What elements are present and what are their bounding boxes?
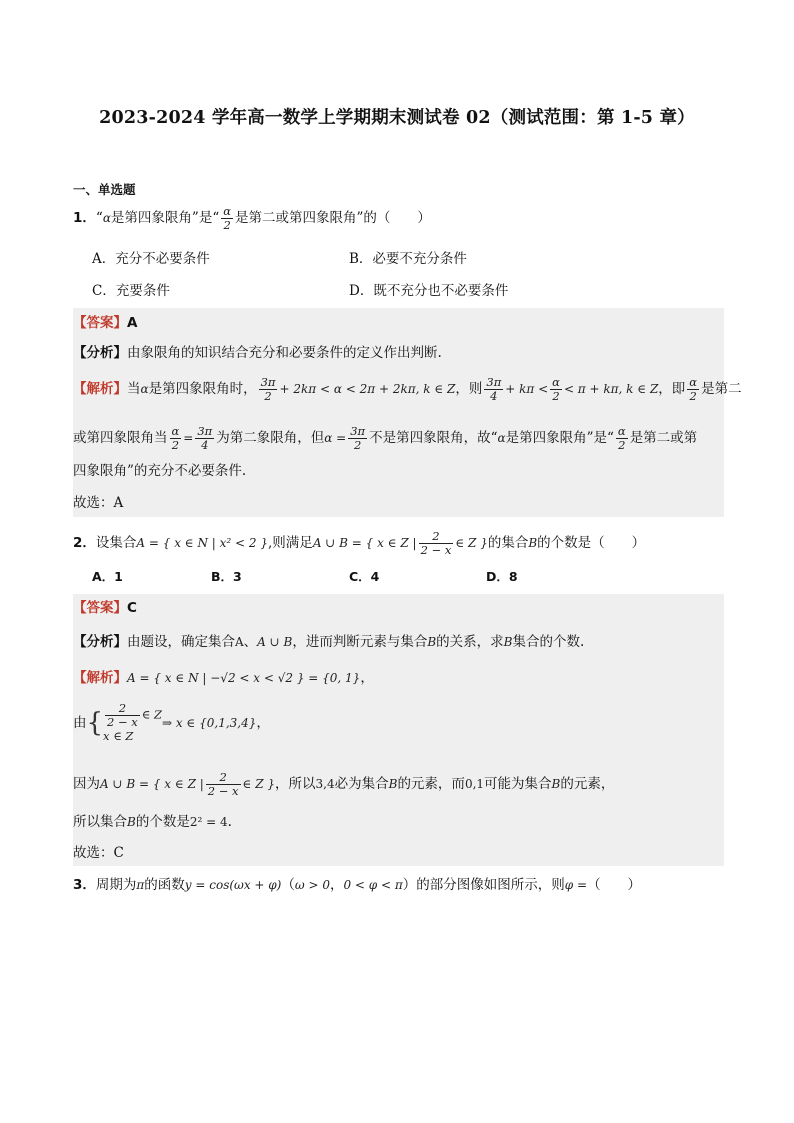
q1-answer-box xyxy=(73,308,724,517)
analysis-tag: 【分析】 xyxy=(73,634,127,650)
q2-number: 2． xyxy=(73,535,96,551)
q1-solution-line-3: 四象限角”的充分不必要条件. xyxy=(73,463,247,479)
q2-solution-line-4: 所以集合B的个数是2² = 4. xyxy=(73,814,232,830)
q2-solution-line-3: 因为A ∪ B = { x ∈ Z | $\frac{2}{2 - x}$ ∈ Z }，所以3,4必为集合B的元素，而0,1可能为集合B的元素， xyxy=(73,770,615,798)
solution-tag: 【解析】 xyxy=(73,381,127,397)
answer-tag: 【答案】 xyxy=(73,315,127,331)
q3-number: 3． xyxy=(73,877,96,893)
q1-stem: 1．“α是第四象限角”是“ $\frac{\alpha}{2}$ 是第二或第四象限角”的（ ） xyxy=(73,204,431,232)
q2-option-c[interactable]: C．4 xyxy=(349,569,380,584)
q2-solution-line-1: 【解析】A = { x ∈ N | −√2 < x < √2 } = {0, 1}， xyxy=(73,670,374,686)
page-title: 2023-2024 学年高一数学上学期期末测试卷 02（测试范围：第 1-5 章） xyxy=(99,108,695,128)
answer-tag: 【答案】 xyxy=(73,600,127,616)
q1-solution-line-1: 【解析】当α是第四象限角时， $\frac{3\pi}{2}$ + 2kπ < α < 2π + 2kπ, k ∈ Z，则 $\frac{3\pi}{4}$ + kπ < $\frac{\alpha}{2}$ < π + kπ, k ∈ Z，即 $\frac{\alpha}{2}$ 是第二 xyxy=(73,375,742,403)
q1-analysis: 【分析】由象限角的知识结合充分和必要条件的定义作出判断. xyxy=(73,345,442,361)
section-heading: 一、单选题 xyxy=(73,182,136,197)
q1-choice: 故选：A xyxy=(73,495,124,511)
q1-number: 1． xyxy=(73,210,96,226)
q2-option-b[interactable]: B．3 xyxy=(211,569,242,584)
q2-choice: 故选：C xyxy=(73,845,124,861)
q1-option-b[interactable]: B．必要不充分条件 xyxy=(349,251,467,267)
analysis-tag: 【分析】 xyxy=(73,345,127,361)
q2-analysis: 【分析】由题设，确定集合A、A ∪ B，进而判断元素与集合B的关系，求B集合的个数. xyxy=(73,634,585,650)
q2-option-a[interactable]: A．1 xyxy=(92,569,123,584)
q1-answer: 【答案】A xyxy=(73,315,138,331)
q2-answer: 【答案】C xyxy=(73,600,137,616)
solution-tag: 【解析】 xyxy=(73,670,127,686)
q1-option-c[interactable]: C．充要条件 xyxy=(92,283,170,299)
q2-option-d[interactable]: D．8 xyxy=(486,569,518,584)
fraction: $\frac{\alpha}{2}$ xyxy=(223,204,232,232)
q2-solution-line-2: 由{ $\frac{2}{2 - x}$ ∈ Z x ∈ Z ⇒ x ∈ {0,1,3,4}， xyxy=(73,701,270,743)
q1-option-d[interactable]: D．既不充分也不必要条件 xyxy=(349,283,509,299)
q1-option-a[interactable]: A．充分不必要条件 xyxy=(92,251,210,267)
q1-solution-line-2: 或第四象限角当 $\frac{\alpha}{2}$ = $\frac{3\pi}{4}$ 为第二象限角，但α = $\frac{3\pi}{2}$ 不是第四象限角，故“α是第四象限角”是“ $\frac{\alpha}{2}$ 是第二或第 xyxy=(73,424,698,452)
q3-stem: 3．周期为π的函数y = cos(ωx + φ)（ω > 0，0 < φ < π）的部分图像如图所示，则φ =（ ） xyxy=(73,877,642,893)
q2-stem: 2．设集合A = { x ∈ N | x² < 2 },则满足A ∪ B = { x ∈ Z | $\frac{2}{2 - x}$ ∈ Z }的集合B的个数是（ ） xyxy=(73,529,646,557)
